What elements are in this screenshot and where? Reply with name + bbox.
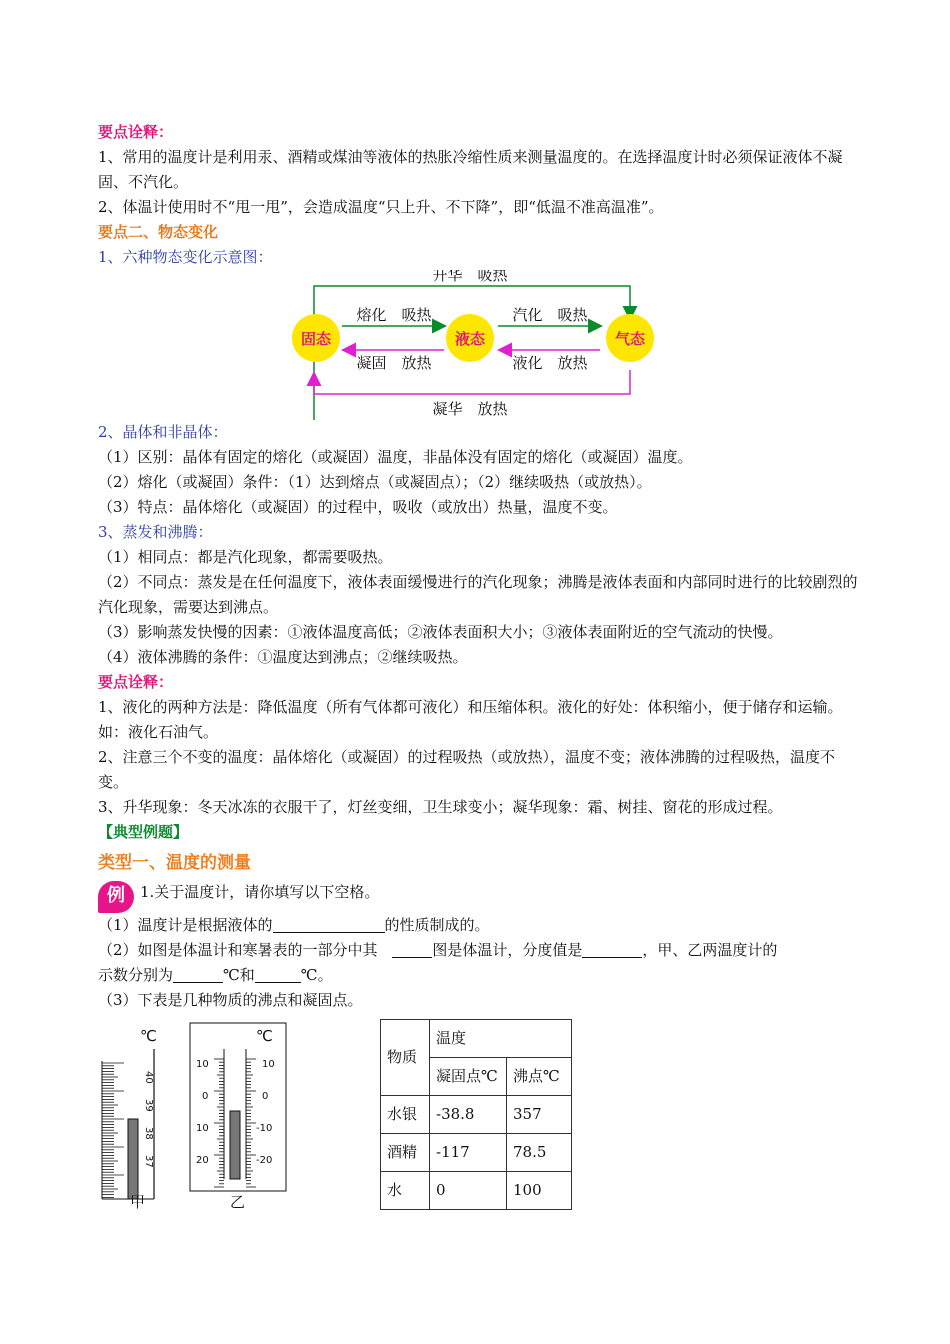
question-part-1 <box>98 913 858 938</box>
header-temperature: 温度 <box>430 1020 572 1058</box>
answer-blank-2[interactable] <box>392 941 432 958</box>
q2-text-b: 图是体温计，分度值是 <box>432 941 583 959</box>
question-title-row <box>98 880 858 913</box>
yi-left-0: 0 <box>202 1091 209 1102</box>
yi-left-10: 10 <box>196 1059 209 1070</box>
q1-text-a: （1）温度计是根据液体的 <box>98 916 273 934</box>
crystal-item-1: （1）区别：晶体有固定的熔化（或凝固）温度，非晶体没有固定的熔化（或凝固）温度。 <box>98 448 693 466</box>
liquid-label: 液态 <box>454 330 486 348</box>
header-substance: 物质 <box>381 1020 430 1096</box>
properties-table <box>380 1019 572 1210</box>
melting-label: 熔化 吸热 <box>356 306 432 324</box>
cell-freeze: -117 <box>430 1134 507 1172</box>
figure-area <box>98 1019 858 1209</box>
freezing-label: 凝固 放热 <box>356 354 432 372</box>
question-part-2 <box>98 938 858 963</box>
cell-name: 水银 <box>381 1096 430 1134</box>
header-boiling-point: 沸点℃ <box>507 1058 572 1096</box>
answer-blank-1[interactable] <box>273 916 385 933</box>
answer-blank-3[interactable] <box>582 941 642 958</box>
yi-right-10: 10 <box>262 1059 275 1070</box>
deposition-arrow <box>314 370 630 394</box>
cell-name: 酒精 <box>381 1134 430 1172</box>
note-1: 1、液化的两种方法是：降低温度（所有气体都可液化）和压缩体积。液化的好处：体积缩小，便于储存和运输。如：液化石油气。 <box>98 698 843 741</box>
key-note-1: 1、常用的温度计是利用汞、酒精或煤油等液体的热胀冷缩性质来测量温度的。在选择温度计时必须保证液体不凝固、不汽化。 <box>98 148 843 191</box>
cell-name: 水 <box>381 1172 430 1210</box>
yi-left-10b: 10 <box>196 1123 209 1134</box>
question-part-2-cont <box>98 963 858 988</box>
cell-boil: 100 <box>507 1172 572 1210</box>
yi-right-m10: -10 <box>256 1123 273 1134</box>
yi-unit: ℃ <box>256 1027 273 1045</box>
key-note-2: 2、体温计使用时不“甩一甩”，会造成温度“只上升、不下降”，即“低温不准高温准”。 <box>98 198 664 216</box>
jia-caption: 甲 <box>130 1193 146 1209</box>
type-1-heading: 类型一、温度的测量 <box>98 853 251 873</box>
table-row <box>381 1172 572 1210</box>
q1-text-b: 的性质制成的。 <box>384 916 490 934</box>
deposition-label: 凝华 放热 <box>432 400 508 418</box>
table-header-row <box>381 1020 572 1058</box>
jia-tick-39: 39 <box>143 1099 154 1112</box>
jia-tick-38: 38 <box>143 1127 154 1140</box>
thermometers-svg <box>98 1019 298 1209</box>
q2-text-e: ℃和 <box>223 966 255 984</box>
yi-liquid <box>230 1111 240 1179</box>
evaporation-subtitle: 3、蒸发和沸腾： <box>98 523 213 541</box>
header-freezing-point: 凝固点℃ <box>430 1058 507 1096</box>
cell-freeze: -38.8 <box>430 1096 507 1134</box>
q2-text-a: （2）如图是体温计和寒暑表的一部分中其 <box>98 941 378 959</box>
jia-tick-37: 37 <box>143 1155 154 1168</box>
note-3: 3、升华现象：冬天冰冻的衣服干了，灯丝变细，卫生球变小；凝华现象：霜、树挂、窗花的形成过程。 <box>98 798 783 816</box>
crystal-subtitle: 2、晶体和非晶体： <box>98 423 228 441</box>
key-note-heading: 要点诠释： <box>98 123 174 141</box>
yi-right-0: 0 <box>262 1091 269 1102</box>
evaporation-item-1: （1）相同点：都是汽化现象，都需要吸热。 <box>98 548 393 566</box>
note-2: 2、注意三个不变的温度：晶体熔化（或凝固）的过程吸热（或放热），温度不变；液体沸腾的过程吸热，温度不变。 <box>98 748 836 791</box>
answer-blank-4[interactable] <box>173 966 223 983</box>
example-badge: 例 <box>98 881 134 913</box>
phase-diagram-svg <box>98 270 858 420</box>
document-page <box>98 120 858 1209</box>
yi-caption: 乙 <box>230 1193 246 1209</box>
condensation-label: 液化 放热 <box>512 354 588 372</box>
yi-right-m20: -20 <box>256 1155 273 1166</box>
diagram-subtitle: 1、六种物态变化示意图： <box>98 248 273 266</box>
evaporation-item-2: （2）不同点：蒸发是在任何温度下，液体表面缓慢进行的汽化现象；沸腾是液体表面和内部同时进行的比较剧烈的汽化现象，需要达到沸点。 <box>98 573 858 616</box>
phase-change-diagram <box>98 270 858 420</box>
thermometer-jia <box>102 1027 157 1209</box>
evaporation-item-4: （4）液体沸腾的条件：①温度达到沸点；②继续吸热。 <box>98 648 468 666</box>
section-2-heading: 要点二、物态变化 <box>98 223 219 241</box>
table-row <box>381 1096 572 1134</box>
answer-blank-5[interactable] <box>255 966 301 983</box>
cell-boil: 357 <box>507 1096 572 1134</box>
examples-heading: 【典型例题】 <box>98 823 189 841</box>
q2-text-f: ℃。 <box>300 966 333 984</box>
sublimation-label: 升华 吸热 <box>432 270 508 284</box>
key-note-heading-2: 要点诠释： <box>98 673 174 691</box>
question-part-3: （3）下表是几种物质的沸点和凝固点。 <box>98 991 363 1009</box>
cell-freeze: 0 <box>430 1172 507 1210</box>
crystal-item-2: （2）熔化（或凝固）条件：（1）达到熔点（或凝固点）；（2）继续吸热（或放热）。 <box>98 473 652 491</box>
jia-unit: ℃ <box>140 1027 157 1045</box>
crystal-item-3: （3）特点：晶体熔化（或凝固）的过程中，吸收（或放出）热量，温度不变。 <box>98 498 618 516</box>
jia-tick-40: 40 <box>143 1071 154 1084</box>
table-row <box>381 1134 572 1172</box>
q2-text-d: 示数分别为 <box>98 966 174 984</box>
solid-label: 固态 <box>300 330 332 348</box>
gas-label: 气态 <box>614 330 646 348</box>
cell-boil: 78.5 <box>507 1134 572 1172</box>
yi-left-20: 20 <box>196 1155 209 1166</box>
q2-text-c: ，甲、乙两温度计的 <box>642 941 778 959</box>
question-title: 1.关于温度计，请你填写以下空格。 <box>140 883 380 901</box>
evaporation-item-3: （3）影响蒸发快慢的因素：①液体温度高低；②液体表面积大小；③液体表面附近的空气流动的快慢。 <box>98 623 783 641</box>
thermometer-yi <box>190 1023 286 1209</box>
jia-mercury <box>128 1119 138 1199</box>
vaporization-label: 汽化 吸热 <box>512 306 588 324</box>
